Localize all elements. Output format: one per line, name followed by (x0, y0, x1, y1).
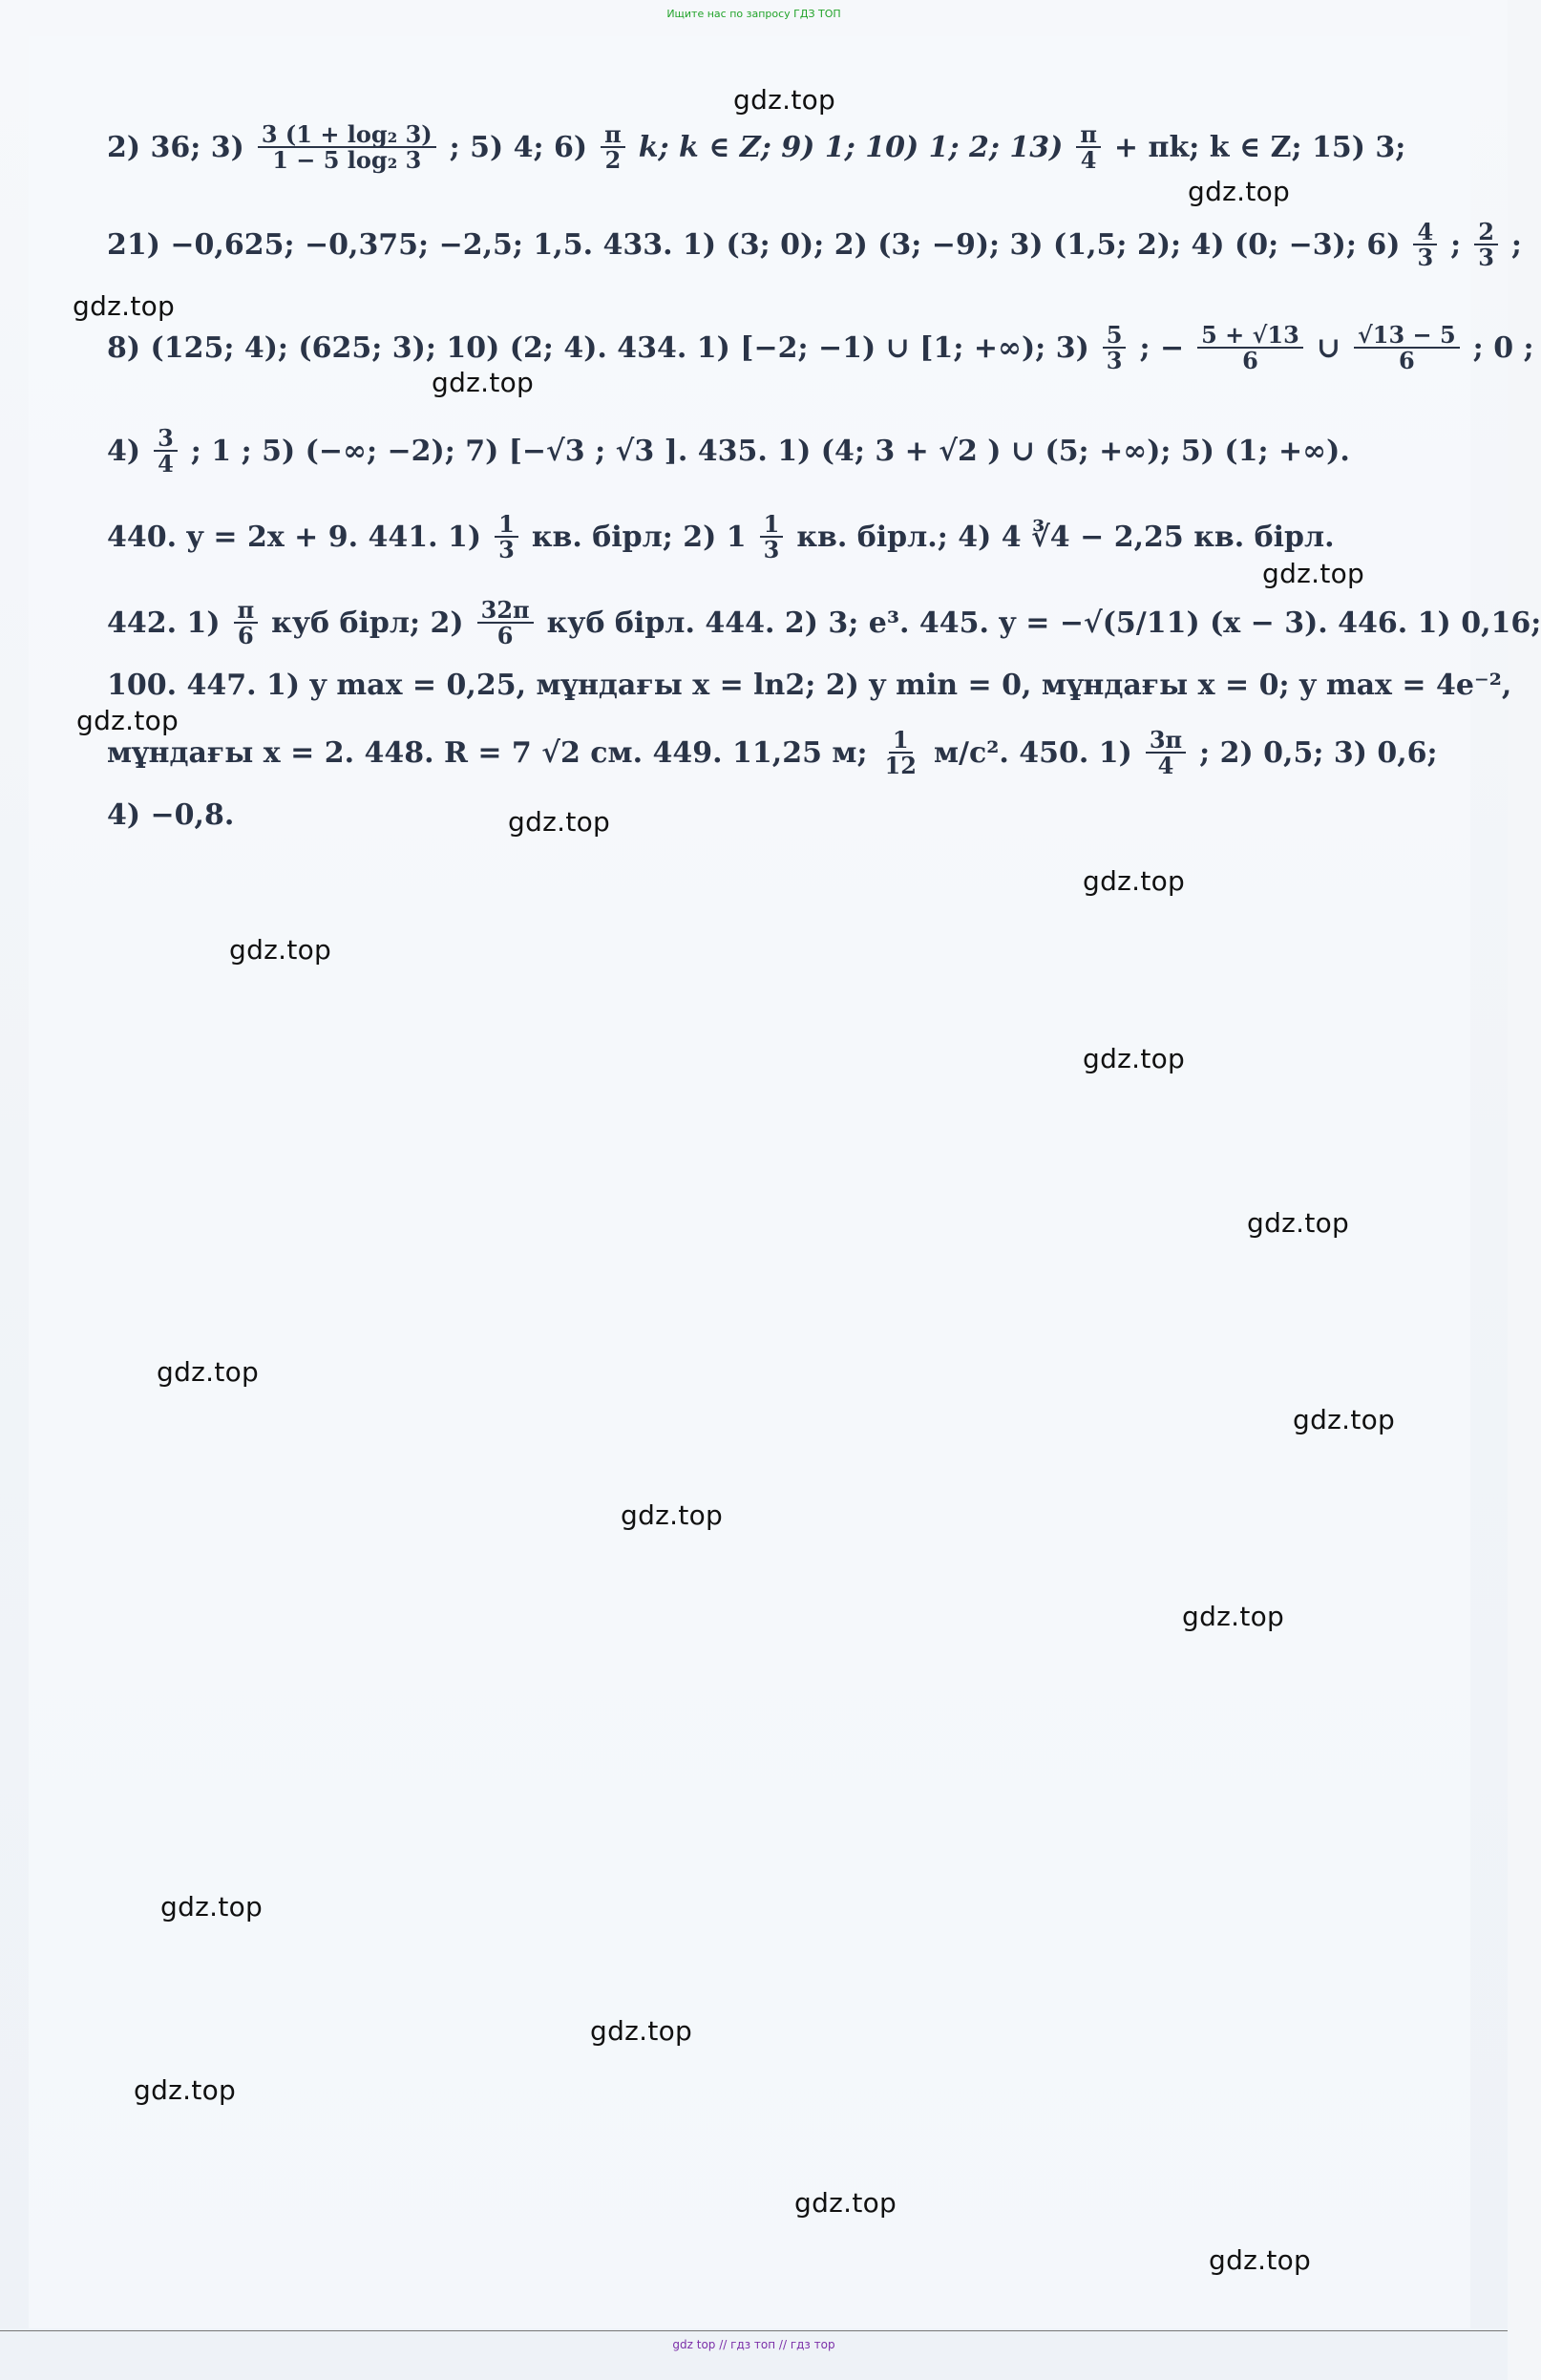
numerator: 1 (760, 512, 784, 538)
numerator: 5 + √13 (1197, 323, 1303, 349)
watermark: gdz.top (157, 1356, 260, 1388)
footer-links[interactable]: gdz top // гдз топ // гдз тор (672, 2338, 835, 2351)
text-segment: ; 5) 4; 6) (449, 130, 588, 164)
watermark: gdz.top (134, 2074, 237, 2106)
fraction (1076, 120, 1101, 175)
numerator: 1 (495, 512, 518, 538)
fraction (477, 598, 534, 648)
numerator: 5 (1103, 323, 1127, 349)
watermark: gdz.top (794, 2187, 897, 2219)
watermark: gdz.top (1188, 176, 1291, 207)
text-segment: 442. 1) (107, 606, 221, 640)
text-segment: куб бірл; 2) (271, 606, 464, 640)
denominator: 6 (1398, 347, 1415, 375)
answer-line-1 (107, 120, 1406, 175)
text-segment: ; 0 ; (1472, 330, 1534, 365)
watermark: gdz.top (621, 1499, 724, 1531)
answer-line-7 (107, 669, 1511, 702)
answer-line-5 (107, 512, 1335, 562)
watermark: gdz.top (508, 806, 611, 838)
numerator: 1 (889, 728, 913, 754)
text-segment: м/с². 450. 1) (933, 735, 1132, 770)
denominator: 4 (158, 450, 174, 478)
scanned-page (29, 36, 1470, 2328)
text-segment: ; (1510, 227, 1522, 262)
numerator: π (1076, 122, 1101, 148)
text-segment: ; 2) 0,5; 3) 0,6; (1199, 735, 1438, 770)
watermark: gdz.top (1293, 1404, 1396, 1435)
answer-line-2 (107, 218, 1522, 272)
fraction (1474, 218, 1498, 272)
text-segment: кв. бірл.; 4) 4 ∛4 − 2,25 кв. бірл. (796, 520, 1335, 554)
answer-line-3 (107, 321, 1534, 375)
fraction (234, 598, 259, 648)
numerator: 3 (154, 426, 178, 452)
fraction (495, 512, 518, 562)
answer-line-8 (107, 726, 1438, 780)
denominator: 6 (496, 622, 514, 650)
footer-divider (0, 2330, 1508, 2331)
denominator: 3 (763, 536, 780, 564)
denominator: 3 (1478, 244, 1494, 272)
text-segment: 100. 447. 1) y max = 0,25, мұндағы x = ln2; 2) y min = 0, мұндағы x = 0; y max = 4e⁻², (107, 669, 1512, 702)
text-segment: ; (1450, 227, 1462, 262)
watermark: gdz.top (1247, 1207, 1350, 1239)
text-segment: кв. бірл; 2) 1 (531, 520, 747, 554)
text-segment: ; 1 ; 5) (−∞; −2); 7) [−√3 ; √3 ]. 435. 1) (4; 3 + √2 ) ∪ (5; +∞); 5) (1; +∞). (190, 434, 1350, 468)
text-segment: 8) (125; 4); (625; 3); 10) (2; 4). 434. 1) [−2; −1) ∪ [1; +∞); 3) (107, 330, 1089, 365)
numerator: √13 − 5 (1354, 323, 1460, 349)
watermark: gdz.top (1209, 2244, 1312, 2276)
text-segment: + πk; k ∈ Z; 15) 3; (1113, 130, 1406, 164)
watermark: gdz.top (432, 367, 535, 398)
fraction (1197, 321, 1303, 375)
fraction (1413, 218, 1437, 272)
fraction (258, 120, 436, 175)
watermark: gdz.top (160, 1891, 264, 1923)
fraction (601, 120, 625, 175)
text-segment: куб бірл. 444. 2) 3; e³. 445. y = −√(5/11) (x − 3). 446. 1) 0,16; (546, 606, 1541, 640)
fraction (1146, 726, 1186, 780)
answer-line-9 (107, 798, 234, 832)
watermark: gdz.top (1083, 865, 1186, 897)
denominator: 2 (604, 146, 622, 175)
watermark: gdz.top (590, 2015, 693, 2047)
fraction (881, 726, 920, 780)
denominator: 4 (1080, 146, 1097, 175)
fraction (1103, 321, 1127, 375)
watermark: gdz.top (733, 84, 836, 116)
denominator: 3 (1106, 347, 1123, 375)
text-segment: ∪ (1316, 330, 1340, 365)
denominator: 6 (238, 622, 254, 650)
watermark: gdz.top (1262, 558, 1365, 589)
watermark: gdz.top (1083, 1043, 1186, 1074)
top-notice[interactable]: Ищите нас по запросу ГДЗ ТОП (666, 8, 841, 20)
numerator: 3π (1146, 728, 1186, 754)
numerator: 32π (477, 598, 534, 624)
fraction (760, 512, 784, 562)
text-segment: k; k ∈ Z; 9) 1; 10) 1; 2; 13) (638, 130, 1064, 164)
text-segment: 2) 36; 3) (107, 130, 244, 164)
fraction (154, 426, 178, 476)
text-segment: мұндағы x = 2. 448. R = 7 √2 см. 449. 11,25 м; (107, 735, 868, 770)
watermark: gdz.top (1182, 1601, 1285, 1632)
answer-line-4 (107, 426, 1350, 476)
denominator: 12 (884, 752, 917, 780)
denominator: 3 (1417, 244, 1434, 272)
watermark: gdz.top (229, 934, 332, 966)
numerator: π (601, 122, 625, 148)
numerator: 2 (1474, 220, 1498, 245)
denominator: 1 − 5 log₂ 3 (272, 146, 422, 175)
numerator: 4 (1413, 220, 1437, 245)
watermark: gdz.top (76, 705, 179, 736)
denominator: 3 (498, 536, 515, 564)
text-segment: 4) (107, 434, 141, 468)
watermark: gdz.top (73, 290, 176, 322)
text-segment: 21) −0,625; −0,375; −2,5; 1,5. 433. 1) (3; 0); 2) (3; −9); 3) (1,5; 2); 4) (0; −3); 6) (107, 227, 1401, 262)
numerator: 3 (1 + log₂ 3) (258, 122, 436, 148)
denominator: 4 (1157, 752, 1174, 780)
text-segment: 440. y = 2x + 9. 441. 1) (107, 520, 482, 554)
fraction (1354, 321, 1460, 375)
numerator: π (234, 598, 259, 624)
answer-line-6 (107, 598, 1541, 648)
text-segment: ; − (1139, 330, 1185, 365)
text-segment: 4) −0,8. (107, 798, 235, 832)
denominator: 6 (1242, 347, 1258, 375)
